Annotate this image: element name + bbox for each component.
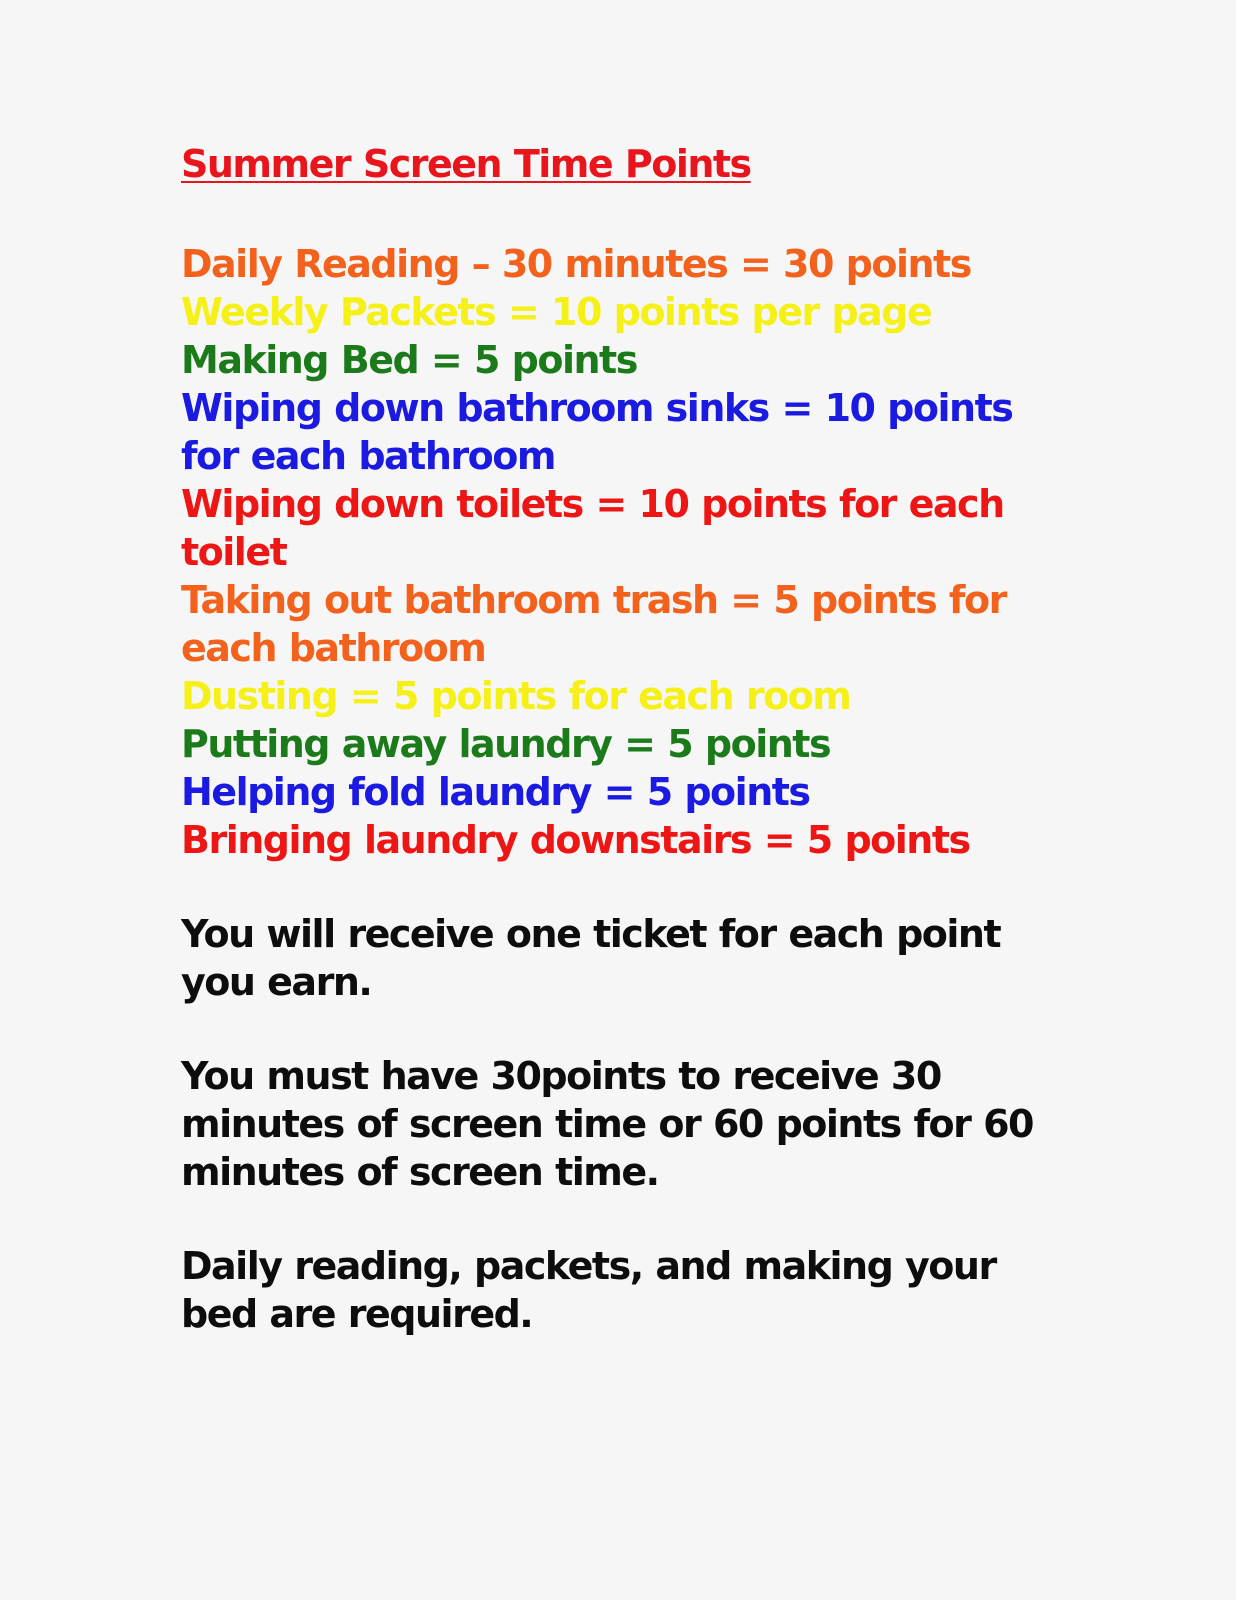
chore-item: Helping fold laundry = 5 points xyxy=(181,770,810,814)
chore-item: Bringing laundry downstairs = 5 points xyxy=(181,818,970,862)
chore-item: Putting away laundry = 5 points xyxy=(181,722,831,766)
chore-item: Taking out bathroom trash = 5 points for each bathroom xyxy=(181,578,1006,670)
document-body xyxy=(181,140,1061,1338)
chore-item: Making Bed = 5 points xyxy=(181,338,637,382)
screen-time-rule-paragraph: You must have 30points to receive 30 minutes of screen time or 60 points for 60 minutes of screen time. xyxy=(181,1054,1033,1194)
required-tasks-paragraph: Daily reading, packets, and making your bed are required. xyxy=(181,1244,996,1336)
chore-item: Daily Reading – 30 minutes = 30 points xyxy=(181,242,971,286)
chore-item: Dusting = 5 points for each room xyxy=(181,674,851,718)
chore-item: Wiping down bathroom sinks = 10 points for each bathroom xyxy=(181,386,1013,478)
document-title: Summer Screen Time Points xyxy=(181,142,751,186)
ticket-rule-paragraph: You will receive one ticket for each point you earn. xyxy=(181,912,1001,1004)
chore-item: Weekly Packets = 10 points per page xyxy=(181,290,932,334)
chore-item: Wiping down toilets = 10 points for each toilet xyxy=(181,482,1004,574)
chore-points-list xyxy=(181,240,1061,864)
